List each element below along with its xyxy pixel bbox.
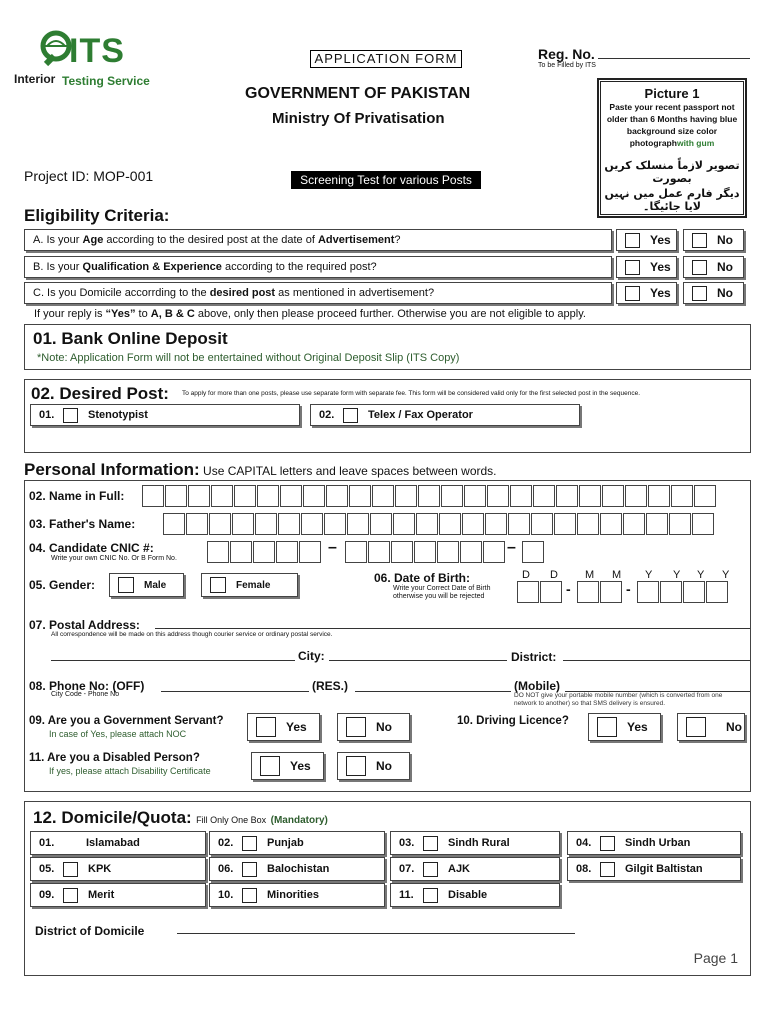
domicile-number: 02. bbox=[218, 837, 234, 849]
domicile-option-kpk[interactable] bbox=[30, 857, 206, 881]
no-label: No bbox=[726, 720, 742, 734]
picture-instructions bbox=[601, 101, 743, 149]
address-line-field[interactable] bbox=[51, 660, 295, 661]
domicile-heading: 12. Domicile/Quota: bbox=[33, 808, 192, 827]
checkbox[interactable] bbox=[600, 862, 615, 877]
dob-note: Write your Correct Date of Birth otherwise you will be rejected bbox=[393, 585, 491, 600]
yes-label: Yes bbox=[650, 286, 671, 300]
picture-urdu-1: تصویر لازماً منسلک کریں بصورت bbox=[604, 159, 740, 185]
name-label: 02. Name in Full: bbox=[29, 489, 125, 503]
note-yes: “Yes” bbox=[105, 308, 136, 320]
dob-letter: Y bbox=[697, 569, 705, 581]
q-a-no-option[interactable] bbox=[683, 229, 744, 251]
phone-off-note: City Code - Phone No bbox=[51, 691, 120, 698]
domicile-option-balochistan[interactable] bbox=[209, 857, 385, 881]
reg-no-field[interactable] bbox=[598, 58, 750, 59]
q-b-yes-option[interactable] bbox=[616, 256, 677, 278]
gender-female-option[interactable] bbox=[201, 573, 298, 597]
domicile-label: Disable bbox=[448, 889, 488, 901]
dob-letter: Y bbox=[722, 569, 730, 581]
q-c-no-option[interactable] bbox=[683, 282, 744, 304]
its-logo bbox=[14, 28, 164, 88]
city-label: City: bbox=[298, 649, 325, 663]
yes-label: Yes bbox=[286, 720, 307, 734]
post-option-label: Telex / Fax Operator bbox=[368, 409, 473, 421]
gov-servant-label: 09. Are you a Government Servant? bbox=[29, 715, 224, 727]
cnic-input-grid-2[interactable] bbox=[345, 541, 506, 563]
no-label: No bbox=[376, 720, 392, 734]
domicile-option-disable[interactable] bbox=[390, 883, 560, 907]
domicile-option-merit[interactable] bbox=[30, 883, 206, 907]
dob-year-grid[interactable] bbox=[637, 581, 729, 603]
logo-subtitle-1: Interior bbox=[14, 72, 56, 86]
domicile-label: AJK bbox=[448, 863, 471, 875]
checkbox[interactable] bbox=[343, 408, 358, 423]
checkbox[interactable] bbox=[118, 577, 134, 593]
dob-label: 06. Date of Birth: bbox=[374, 571, 471, 585]
checkbox[interactable] bbox=[423, 888, 438, 903]
eligibility-note bbox=[34, 308, 586, 320]
eligibility-heading: Eligibility Criteria: bbox=[24, 206, 170, 225]
q-a-yes-option[interactable] bbox=[616, 229, 677, 251]
father-name-label: 03. Father's Name: bbox=[29, 517, 136, 531]
checkbox[interactable] bbox=[625, 233, 640, 248]
personal-heading-note: Use CAPITAL letters and leave spaces between words. bbox=[199, 464, 497, 478]
district-of-domicile-label: District of Domicile bbox=[35, 924, 145, 938]
cnic-dash-1: – bbox=[328, 539, 337, 556]
domicile-label: Balochistan bbox=[267, 863, 330, 875]
driving-no-option[interactable] bbox=[677, 713, 745, 741]
q-b-mid: according to the required post? bbox=[221, 261, 377, 273]
district-of-domicile-field[interactable] bbox=[177, 933, 575, 934]
logo-text: ITS bbox=[69, 32, 125, 70]
phone-res-field[interactable] bbox=[355, 691, 511, 692]
male-label: Male bbox=[144, 579, 167, 591]
page-number: Page 1 bbox=[693, 950, 738, 966]
ministry-title: Ministry Of Privatisation bbox=[272, 110, 445, 127]
checkbox[interactable] bbox=[597, 717, 617, 737]
checkbox[interactable] bbox=[63, 408, 78, 423]
checkbox[interactable] bbox=[625, 260, 640, 275]
domicile-label: Merit bbox=[88, 889, 115, 901]
postal-address-label: 07. Postal Address: bbox=[29, 618, 140, 632]
checkbox[interactable] bbox=[346, 717, 366, 737]
domicile-number: 03. bbox=[399, 837, 415, 849]
desired-post-heading: 02. Desired Post: bbox=[31, 384, 169, 403]
domicile-number: 05. bbox=[39, 863, 55, 875]
note-abc: A, B & C bbox=[150, 308, 195, 320]
father-name-input-grid[interactable] bbox=[163, 513, 715, 535]
q-c-bold: desired post bbox=[209, 287, 276, 299]
domicile-label: Punjab bbox=[267, 837, 304, 849]
mobile-note: DO NOT give your portable mobile number (which is converted from one network to another) so that SMS delivery is ensured. bbox=[514, 692, 723, 707]
mobile-label: (Mobile) bbox=[514, 679, 560, 693]
district-field[interactable] bbox=[563, 660, 750, 661]
q-a-prefix: A. Is your bbox=[33, 234, 83, 246]
phone-res-label: (RES.) bbox=[312, 679, 348, 693]
eligibility-question-b bbox=[24, 256, 612, 278]
domicile-label: KPK bbox=[88, 863, 112, 875]
post-option-stenotypist[interactable] bbox=[30, 404, 300, 426]
domicile-section bbox=[24, 801, 751, 976]
post-option-label: Stenotypist bbox=[88, 409, 148, 421]
screening-banner bbox=[291, 171, 481, 189]
eligibility-question-c bbox=[24, 282, 612, 304]
reg-no-label: Reg. No. bbox=[538, 46, 595, 62]
no-label: No bbox=[717, 286, 733, 300]
picture-box[interactable] bbox=[597, 78, 747, 218]
domicile-label: Islamabad bbox=[86, 837, 140, 849]
dob-letter: Y bbox=[673, 569, 681, 581]
post-option-telex[interactable] bbox=[310, 404, 580, 426]
checkbox[interactable] bbox=[692, 286, 707, 301]
cnic-dash-2: – bbox=[507, 539, 516, 556]
domicile-number: 04. bbox=[576, 837, 592, 849]
desired-post-note: To apply for more than one posts, please use separate form with separate fee. This form will be considered valid only for the first selected post in the sequence. bbox=[182, 390, 641, 397]
eligibility-question-a bbox=[24, 229, 612, 251]
domicile-fill-note: Fill Only One Box bbox=[196, 815, 267, 825]
post-option-number: 02. bbox=[319, 409, 335, 421]
domicile-mandatory: (Mandatory) bbox=[270, 815, 328, 826]
cnic-input-grid-1[interactable] bbox=[207, 541, 322, 563]
checkbox[interactable] bbox=[423, 836, 438, 851]
dob-letter: M bbox=[585, 569, 595, 581]
checkbox[interactable] bbox=[346, 756, 366, 776]
domicile-option-sindh-urban[interactable] bbox=[567, 831, 741, 855]
phone-off-field[interactable] bbox=[161, 691, 309, 692]
disabled-yes-option[interactable] bbox=[251, 752, 324, 780]
checkbox[interactable] bbox=[260, 756, 280, 776]
note-part-1: If your reply is bbox=[34, 308, 106, 320]
driving-licence-label: 10. Driving Licence? bbox=[457, 715, 569, 727]
domicile-option-gilgit-baltistan[interactable] bbox=[567, 857, 741, 881]
no-label: No bbox=[717, 233, 733, 247]
note-part-2: to bbox=[135, 308, 151, 320]
domicile-option-islamabad[interactable] bbox=[30, 831, 206, 855]
dob-letter: D bbox=[522, 569, 530, 581]
checkbox[interactable] bbox=[242, 862, 257, 877]
postal-address-note: All correspondence will be made on this address though courier service or ordinary postal service. bbox=[51, 631, 333, 638]
desired-post-section bbox=[24, 379, 751, 453]
dob-dash-2: - bbox=[626, 581, 631, 597]
gov-servant-yes-option[interactable] bbox=[247, 713, 320, 741]
application-form-text: APPLICATION FORM bbox=[314, 51, 458, 66]
no-label: No bbox=[717, 260, 733, 274]
domicile-option-minorities[interactable] bbox=[209, 883, 385, 907]
q-b-no-option[interactable] bbox=[683, 256, 744, 278]
gov-servant-no-option[interactable] bbox=[337, 713, 410, 741]
disabled-note: If yes, please attach Disability Certificate bbox=[49, 766, 211, 776]
q-c-mid: as mentioned in advertisement? bbox=[275, 287, 435, 299]
cnic-label: 04. Candidate CNIC #: bbox=[29, 541, 154, 555]
checkbox[interactable] bbox=[63, 888, 78, 903]
checkbox[interactable] bbox=[692, 260, 707, 275]
domicile-label: Minorities bbox=[267, 889, 319, 901]
gov-title: GOVERNMENT OF PAKISTAN bbox=[245, 85, 471, 102]
domicile-number: 06. bbox=[218, 863, 234, 875]
domicile-number: 08. bbox=[576, 863, 592, 875]
project-id: Project ID: MOP-001 bbox=[24, 168, 154, 184]
domicile-label: Gilgit Baltistan bbox=[625, 863, 703, 875]
domicile-number: 07. bbox=[399, 863, 415, 875]
q-b-bold: Qualification & Experience bbox=[82, 261, 222, 273]
disabled-label: 11. Are you a Disabled Person? bbox=[29, 752, 200, 764]
note-part-3: above, only then please proceed further. Otherwise you are not eligible to apply. bbox=[194, 308, 586, 320]
domicile-option-sindh-rural[interactable] bbox=[390, 831, 560, 855]
personal-heading-row bbox=[24, 460, 497, 480]
yes-label: Yes bbox=[650, 233, 671, 247]
domicile-option-punjab[interactable] bbox=[209, 831, 385, 855]
picture-with-gum: with gum bbox=[676, 138, 715, 148]
checkbox[interactable] bbox=[242, 888, 257, 903]
driving-yes-option[interactable] bbox=[588, 713, 661, 741]
domicile-label: Sindh Rural bbox=[448, 837, 510, 849]
domicile-label: Sindh Urban bbox=[625, 837, 691, 849]
q-a-mid: according to the desired post at the date of bbox=[103, 234, 318, 246]
q-b-prefix: B. Is your bbox=[33, 261, 83, 273]
personal-info-section bbox=[24, 480, 751, 792]
gender-label: 05. Gender: bbox=[29, 578, 96, 592]
checkbox[interactable] bbox=[256, 717, 276, 737]
checkbox[interactable] bbox=[63, 862, 78, 877]
checkbox[interactable] bbox=[692, 233, 707, 248]
q-a-bold2: Advertisement bbox=[317, 234, 395, 246]
name-input-grid[interactable] bbox=[142, 485, 717, 507]
domicile-option-ajk[interactable] bbox=[390, 857, 560, 881]
checkbox[interactable] bbox=[600, 836, 615, 851]
dob-letter: M bbox=[612, 569, 622, 581]
dob-dash-1: - bbox=[566, 581, 571, 597]
dob-day-grid[interactable] bbox=[517, 581, 563, 603]
checkbox[interactable] bbox=[210, 577, 226, 593]
picture-urdu-2: دیگر فارم عمل میں نہیں لایا جائیگا۔ bbox=[604, 187, 740, 213]
domicile-number: 09. bbox=[39, 889, 55, 901]
domicile-number: 01. bbox=[39, 837, 55, 849]
bank-note: *Note: Application Form will not be entertained without Original Deposit Slip (ITS Copy) bbox=[37, 352, 460, 364]
yes-label: Yes bbox=[627, 720, 648, 734]
yes-label: Yes bbox=[650, 260, 671, 274]
yes-label: Yes bbox=[290, 759, 311, 773]
no-label: No bbox=[376, 759, 392, 773]
q-a-bold: Age bbox=[82, 234, 104, 246]
bank-deposit-section bbox=[24, 324, 751, 370]
bank-heading: 01. Bank Online Deposit bbox=[33, 329, 228, 348]
checkbox[interactable] bbox=[423, 862, 438, 877]
gender-male-option[interactable] bbox=[109, 573, 184, 597]
city-field[interactable] bbox=[329, 660, 507, 661]
q-c-yes-option[interactable] bbox=[616, 282, 677, 304]
gov-servant-note: In case of Yes, please attach NOC bbox=[49, 729, 187, 739]
picture-title: Picture 1 bbox=[644, 86, 700, 101]
phone-off-label: 08. Phone No: (OFF) bbox=[29, 679, 145, 693]
dob-month-grid[interactable] bbox=[577, 581, 623, 603]
dob-letter: Y bbox=[645, 569, 653, 581]
personal-heading: Personal Information: bbox=[24, 460, 200, 479]
screening-text: Screening Test for various Posts bbox=[300, 173, 472, 187]
domicile-number: 11. bbox=[399, 889, 414, 901]
postal-address-field[interactable] bbox=[155, 628, 750, 629]
checkbox[interactable] bbox=[242, 836, 257, 851]
female-label: Female bbox=[236, 579, 271, 591]
disabled-no-option[interactable] bbox=[337, 752, 410, 780]
checkbox[interactable] bbox=[625, 286, 640, 301]
reg-no-note: To be Filled by ITS bbox=[538, 62, 596, 69]
checkbox[interactable] bbox=[686, 717, 706, 737]
application-form-banner bbox=[310, 50, 462, 68]
district-label: District: bbox=[511, 650, 557, 664]
logo-subtitle-2: Testing Service bbox=[62, 74, 150, 88]
domicile-heading-row bbox=[33, 808, 328, 828]
cnic-input-grid-3[interactable] bbox=[522, 541, 545, 563]
q-c-prefix: C. Is you Domicile accorrding to the bbox=[33, 287, 210, 299]
q-a-end: ? bbox=[394, 234, 401, 246]
picture-text: Paste your recent passport not older than 6 Months having blue background size color photograph bbox=[606, 102, 738, 148]
dob-letter: D bbox=[550, 569, 558, 581]
domicile-number: 10. bbox=[218, 889, 234, 901]
post-option-number: 01. bbox=[39, 409, 55, 421]
cnic-note: Write your own CNIC No. Or B Form No. bbox=[51, 555, 177, 562]
